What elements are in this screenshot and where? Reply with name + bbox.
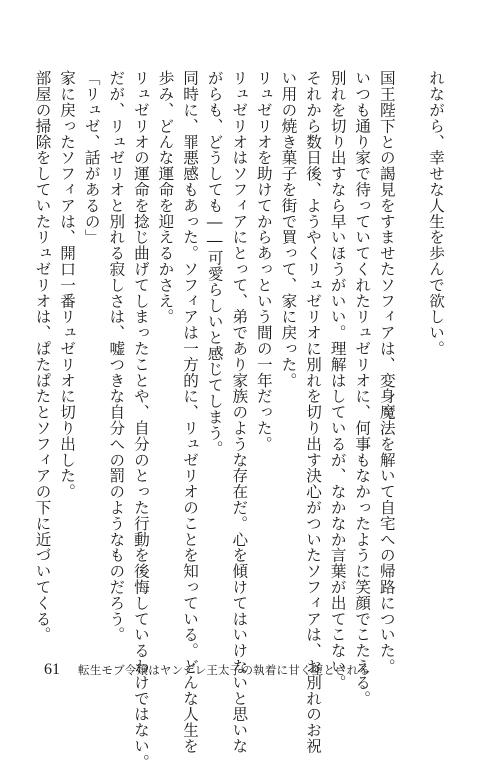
text-line: リュゼリオを助けてからあっという間の一年だった。: [254, 70, 273, 452]
paragraph-gap: [399, 70, 424, 640]
running-title: 転生モブ令嬢はヤンデレ王太子の執着に甘く堕とされる: [78, 663, 371, 677]
text-line: れながら、幸せな人生を歩んで欲しい。: [427, 70, 445, 357]
text-line: 別れを切り出すなら早いほうがいい。理解はしているが、なかなか言葉が出てこない。: [328, 70, 347, 691]
text-line: 「リュゼ、話があるの」: [82, 70, 101, 245]
text-line: 家に戻ったソフィアは、開口一番リュゼリオに切り出した。: [58, 70, 77, 500]
page-footer: [44, 661, 370, 679]
text-line: い用の焼き菓子を街で買って、家に戻った。: [279, 70, 298, 388]
page-number: 61: [44, 661, 60, 678]
text-line: 国王陛下との謁見をすませたソフィアは、変身魔法を解いて自宅への帰路についた。: [377, 70, 396, 675]
text-line: だが、リュゼリオと別れる寂しさは、嘘つきな自分への罰のようなものだろう。: [107, 70, 126, 643]
text-line: 部屋の掃除をしていたリュゼリオは、ぱたぱたとソフィアの下に近づいてくる。: [33, 70, 52, 643]
text-line: リュゼリオの運命を捻じ曲げてしまったことや、自分のとった行動を後悔しているわけではない。: [131, 70, 150, 770]
text-line: 同時に、罪悪感もあった。ソフィアは一方的に、リュゼリオのことを知っている。どんな人生を: [181, 70, 200, 754]
text-line: リュゼリオはソフィアにとって、弟であり家族のような存在だ。心を傾けてはいけないと思いな: [230, 70, 249, 754]
text-line: がらも、どうしても――可愛らしいと感じてしまう。: [205, 70, 224, 457]
text-line: いつも通り家で待っていてくれたリュゼリオに、何事もなかったように笑顔でこたえる。: [353, 70, 372, 706]
text-line: それから数日後、ようやくリュゼリオに別れを切り出す決心がついたソフィアは、お別れのお祝: [304, 70, 323, 754]
text-line: 歩み、どんな運命を迎えるかさえ。: [156, 70, 175, 325]
